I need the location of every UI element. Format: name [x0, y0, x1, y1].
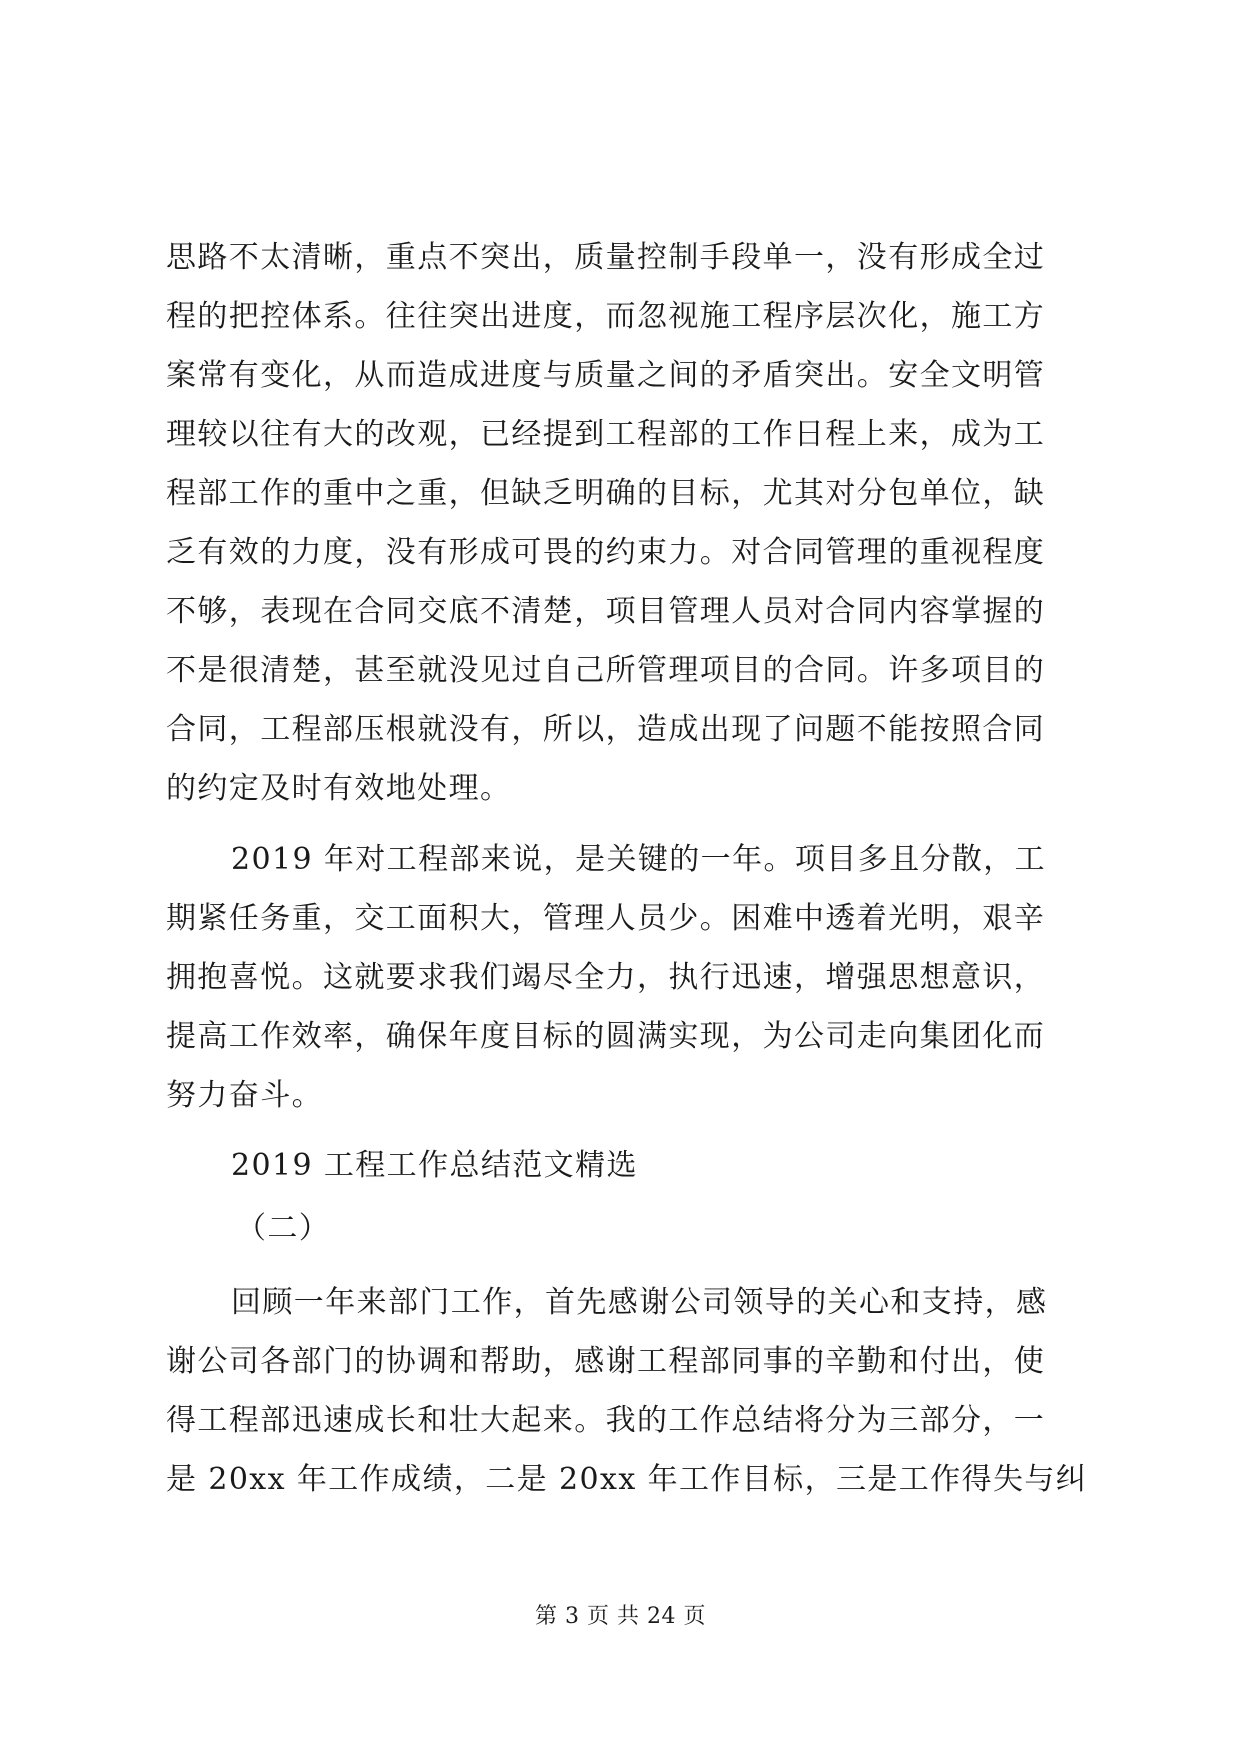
body-text-line: 拥抱喜悦。这就要求我们竭尽全力，执行迅速，增强思想意识， — [166, 960, 1046, 995]
body-text-line: 是 20xx 年工作成绩，二是 20xx 年工作目标，三是工作得失与纠 — [166, 1462, 1088, 1497]
body-text-line: 期紧任务重，交工面积大，管理人员少。困难中透着光明，艰辛 — [166, 901, 1046, 936]
body-text-line: 乏有效的力度，没有形成可畏的约束力。对合同管理的重视程度 — [166, 535, 1046, 570]
body-text-line: 案常有变化，从而造成进度与质量之间的矛盾突出。安全文明管 — [166, 358, 1046, 393]
body-text-line: 程的把控体系。往往突出进度，而忽视施工程序层次化，施工方 — [166, 299, 1046, 334]
body-text-line: 理较以往有大的改观，已经提到工程部的工作日程上来，成为工 — [166, 417, 1046, 452]
body-text-line: 思路不太清晰，重点不突出，质量控制手段单一，没有形成全过 — [166, 240, 1046, 275]
body-text-line: 不是很清楚，甚至就没见过自己所管理项目的合同。许多项目的 — [166, 653, 1046, 688]
body-text-line: 合同，工程部压根就没有，所以，造成出现了问题不能按照合同 — [166, 712, 1046, 747]
body-text-line: 程部工作的重中之重，但缺乏明确的目标，尤其对分包单位，缺 — [166, 476, 1046, 511]
body-text-line: 提高工作效率，确保年度目标的圆满实现，为公司走向集团化而 — [166, 1019, 1046, 1054]
body-text-line: 的约定及时有效地处理。 — [166, 771, 512, 806]
page-number-footer: 第 3 页 共 24 页 — [535, 1604, 706, 1629]
section-subtitle: （二） — [236, 1211, 331, 1246]
section-title: 2019 工程工作总结范文精选 — [231, 1148, 638, 1183]
body-text-line: 不够，表现在合同交底不清楚，项目管理人员对合同内容掌握的 — [166, 594, 1046, 629]
body-text-line: 谢公司各部门的协调和帮助，感谢工程部同事的辛勤和付出，使 — [166, 1344, 1046, 1379]
body-text-line: 得工程部迅速成长和壮大起来。我的工作总结将分为三部分，一 — [166, 1403, 1046, 1438]
paragraph-first-line: 2019 年对工程部来说，是关键的一年。项目多且分散，工 — [231, 842, 1047, 877]
body-text-line: 努力奋斗。 — [166, 1078, 323, 1113]
paragraph-first-line: 回顾一年来部门工作，首先感谢公司领导的关心和支持，感 — [231, 1285, 1048, 1320]
